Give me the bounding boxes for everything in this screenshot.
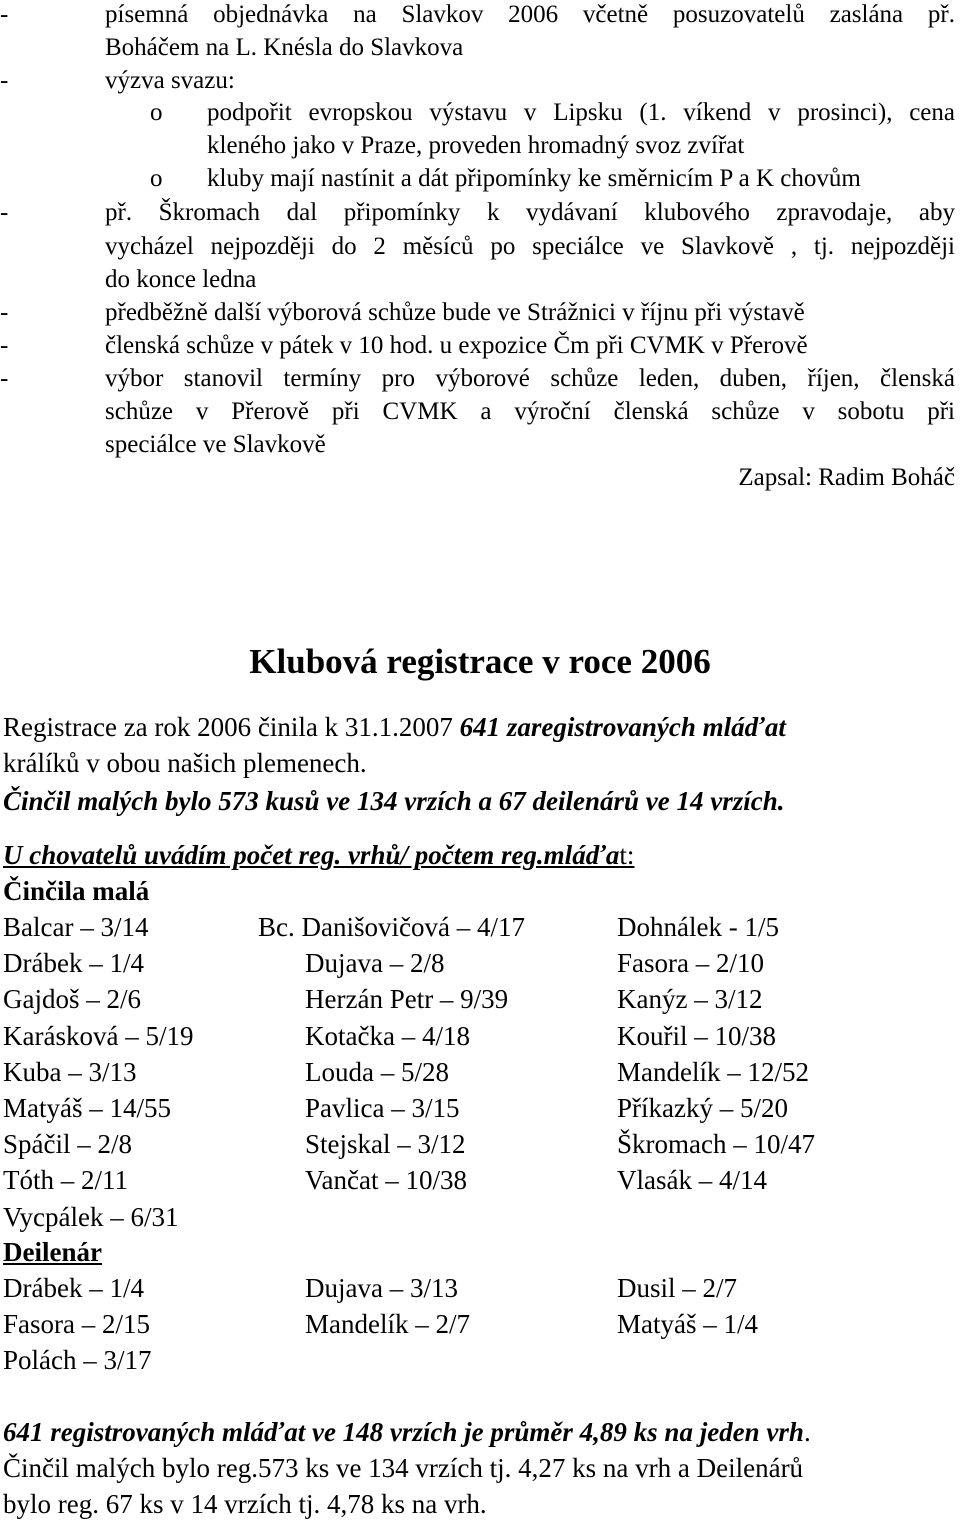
breeder-entry: Tóth – 2/11 [3, 1165, 128, 1196]
summary-line-1 [3, 1417, 811, 1447]
sub-bullet: o [150, 165, 163, 192]
breeder-entry: Gajdoš – 2/6 [3, 984, 141, 1015]
breeder-entry: Kouřil – 10/38 [617, 1020, 776, 1051]
group2-heading: Deilenár [3, 1237, 102, 1267]
summary-line-3: bylo reg. 67 ks v 14 vrzích tj. 4,78 ks na vrh. [3, 1489, 487, 1519]
breeder-entry: Kotačka – 4/18 [305, 1020, 470, 1051]
minutes-line-10: předběžně další výborová schůze bude ve Strážnici v říjnu při výstavě [105, 299, 805, 326]
minutes-line-9: do konce ledna [105, 266, 257, 293]
breeder-entry: Herzán Petr – 9/39 [305, 984, 509, 1015]
breeder-entry: Kuba – 3/13 [3, 1056, 137, 1087]
dash-marker: - [0, 1, 9, 28]
breeder-entry: Matyáš – 1/4 [617, 1309, 758, 1339]
breeder-entry: Matyáš – 14/55 [3, 1093, 171, 1123]
breeder-entry: Drábek – 1/4 [3, 948, 144, 979]
breeder-entry: Fasora – 2/10 [617, 948, 764, 979]
breeder-entry: Příkazký – 5/20 [617, 1093, 788, 1123]
summary-bold: 641 registrovaných mláďat ve 148 vrzích je průměr 4,89 ks na jeden vrh [3, 1417, 804, 1447]
breeder-entry: Mandelík – 12/52 [617, 1056, 809, 1087]
breeder-entry: Polách – 3/17 [3, 1345, 152, 1375]
signature: Zapsal: Radim Boháč [738, 464, 955, 491]
minutes-line-8: vycházel nejpozději do 2 měsíců po speciálce ve Slavkově , tj. nejpozději [105, 233, 955, 260]
sub-bullet: o [150, 99, 163, 126]
intro-highlight: 641 zaregistrovaných mláďat [459, 712, 786, 742]
dash-marker: - [0, 332, 9, 359]
breeder-entry: Bc. Danišovičová – 4/17 [258, 912, 525, 942]
minutes-line-6: kluby mají nastínit a dát připomínky ke směrnicím P a K chovům [207, 165, 861, 192]
minutes-line-13: schůze v Přerově při CVMK a výroční členská schůze v sobotu při [105, 398, 955, 425]
breeder-entry: Drábek – 1/4 [3, 1273, 144, 1303]
breeder-entry: Balcar – 3/14 [3, 912, 149, 942]
breeders-label-tail: t: [619, 840, 635, 870]
minutes-line-11: členská schůze v pátek v 10 hod. u expozice Čm při CVMK v Přerově [105, 332, 808, 359]
group1-heading: Činčila malá [3, 876, 150, 906]
dash-marker: - [0, 67, 9, 94]
breeder-entry: Spáčil – 2/8 [3, 1129, 132, 1160]
breeder-entry: Louda – 5/28 [305, 1056, 449, 1087]
intro-continuation: králíků v obou našich plemenech. [3, 748, 367, 778]
breeder-entry: Dujava – 3/13 [305, 1273, 458, 1303]
breeder-entry: Vančat – 10/38 [305, 1165, 467, 1196]
breeder-entry: Fasora – 2/15 [3, 1309, 150, 1339]
dash-marker: - [0, 365, 9, 392]
breeders-label [3, 840, 634, 870]
breeder-entry: Pavlica – 3/15 [305, 1093, 460, 1123]
breeder-entry: Škromach – 10/47 [617, 1129, 815, 1160]
cincil-summary-line: Činčil malých bylo 573 kusů ve 134 vrzích a 67 deilenárů ve 14 vrzích. [3, 786, 785, 816]
minutes-line-14: speciálce ve Slavkově [105, 431, 326, 458]
page-title: Klubová registrace v roce 2006 [249, 642, 711, 681]
summary-line-2: Činčil malých bylo reg.573 ks ve 134 vrzích tj. 4,27 ks na vrh a Deilenárů [3, 1453, 804, 1483]
summary-dot: . [803, 1417, 811, 1447]
minutes-line-2: Boháčem na L. Knésla do Slavkova [105, 34, 464, 61]
minutes-line-3: výzva svazu: [105, 67, 235, 94]
breeders-label-bold: U chovatelů uvádím počet reg. vrhů/ počtem reg.mláďa [3, 840, 620, 870]
breeder-entry: Dujava – 2/8 [305, 948, 445, 979]
intro-text: Registrace za rok 2006 činila k 31.1.2007 [3, 712, 453, 742]
breeder-entry: Mandelík – 2/7 [305, 1309, 470, 1339]
minutes-line-5: kleného jako v Praze, proveden hromadný svoz zvířat [207, 132, 745, 159]
breeder-entry: Karásková – 5/19 [3, 1020, 194, 1051]
breeder-entry: Dusil – 2/7 [617, 1273, 738, 1303]
breeder-entry: Vlasák – 4/14 [617, 1165, 767, 1196]
dash-marker: - [0, 199, 9, 226]
breeder-entry: Vycpálek – 6/31 [3, 1201, 179, 1232]
dash-marker: - [0, 299, 9, 326]
registration-intro [3, 712, 786, 742]
breeder-entry: Dohnálek - 1/5 [617, 912, 779, 942]
breeder-entry: Kanýz – 3/12 [617, 984, 763, 1015]
minutes-line-4: podpořit evropskou výstavu v Lipsku (1. víkend v prosinci), cena [207, 99, 955, 126]
minutes-line-12: výbor stanovil termíny pro výborové schůze leden, duben, říjen, členská [105, 365, 955, 392]
minutes-line-1: písemná objednávka na Slavkov 2006 včetně posuzovatelů zaslána př. [105, 1, 955, 28]
breeder-entry: Stejskal – 3/12 [305, 1129, 466, 1160]
minutes-line-7: př. Škromach dal připomínky k vydávaní klubového zpravodaje, aby [105, 199, 955, 226]
